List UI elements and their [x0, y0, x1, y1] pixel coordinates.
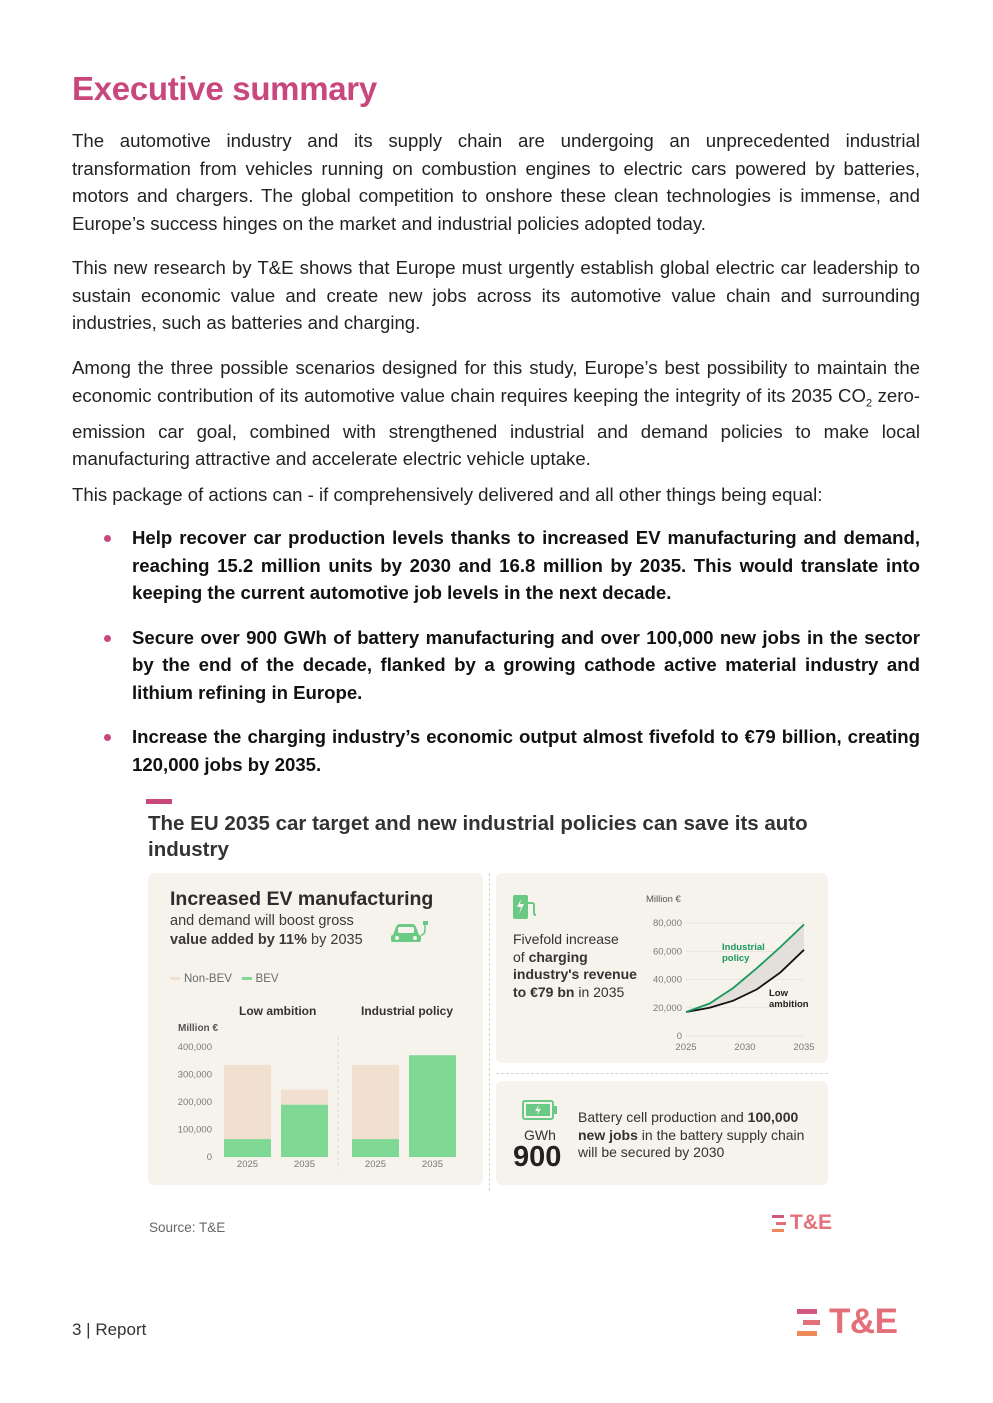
group-label-industrial-policy: Industrial policy [361, 1004, 454, 1018]
bullet-dot-icon [104, 734, 111, 741]
gva-panel-title: Increased EV manufacturing [170, 888, 434, 910]
y-tick-label: 40,000 [652, 974, 682, 986]
gwh-unit: GWh [524, 1127, 556, 1143]
research-paragraph: This new research by T&E shows that Europe must urgently establish global electric car leadership to sustain economic value and create new jobs across its automotive value chain and surrounding industries, such as batteries and charging. [72, 257, 920, 333]
key-findings-list [72, 524, 920, 795]
y-tick-label: 300,000 [177, 1069, 212, 1081]
gva-bar-chart [150, 1035, 480, 1175]
page-footer-label: 3 | Report [72, 1320, 147, 1339]
x-tick-label: 2025 [236, 1159, 259, 1170]
charging-line-chart [630, 910, 825, 1060]
logo-stripes-icon [772, 1215, 788, 1232]
list-item: Secure over 900 GWh of battery manufacturing and over 100,000 new jobs in the sector by the end of the decade, flanked by a growing cathode active material industry and lithium refining in Europe. [72, 624, 920, 707]
bar-bev [281, 1105, 328, 1157]
bar-chart-legend: Non-BEV BEV [170, 973, 279, 985]
y-tick-label: 80,000 [652, 918, 682, 929]
figure-title: The EU 2035 car target and new industrial policies can save its auto industry [148, 812, 808, 861]
low-ambition-label-line2: ambition [769, 999, 809, 1010]
bar-non-bev [352, 1065, 399, 1139]
x-tick-label: 2025 [675, 1042, 697, 1053]
x-tick-label: 2030 [734, 1042, 756, 1053]
y-tick-label: 0 [676, 1031, 682, 1042]
panel-divider-vertical [489, 873, 490, 1191]
y-tick-label: 20,000 [652, 1002, 682, 1014]
y-tick-label: 60,000 [652, 946, 682, 958]
low-ambition-label-line1: Low [769, 988, 788, 999]
charging-revenue-text: Fivefold increase of charging industry's revenue to €79 bn in 2035 [513, 931, 637, 1000]
group-label-low-ambition: Low ambition [239, 1004, 317, 1018]
x-tick-label: 2035 [293, 1159, 316, 1170]
bar-bev [409, 1055, 456, 1157]
list-item: Help recover car production levels thanks to increased EV manufacturing and demand, reaching 15.2 million units by 2030 and 16.8 million by 2035. This would translate into keeping the current automotive job levels in the next decade. [72, 524, 920, 607]
industrial-policy-label-line2: policy [722, 953, 750, 964]
bar-non-bev [224, 1065, 271, 1139]
panel-divider-horizontal [496, 1073, 828, 1074]
gva-panel-subtitle: and demand will boost gross value added by 11% by 2035 [170, 913, 363, 948]
bullet-dot-icon [104, 535, 111, 542]
page-heading: Executive summary [72, 70, 377, 107]
bar-chart-unit: Million € [178, 1023, 218, 1034]
industrial-policy-label-line1: Industrial [722, 942, 765, 953]
gwh-value: 900 [513, 1141, 562, 1173]
y-tick-label: 0 [206, 1152, 212, 1163]
y-tick-label: 400,000 [177, 1042, 212, 1053]
electric-car-icon [388, 915, 430, 947]
y-tick-label: 200,000 [177, 1097, 212, 1108]
bar-bev [352, 1139, 399, 1157]
battery-icon [522, 1099, 558, 1121]
y-tick-label: 100,000 [177, 1124, 212, 1136]
logo-stripes-icon [797, 1309, 823, 1337]
bar-non-bev [281, 1090, 328, 1105]
x-tick-label: 2035 [421, 1159, 444, 1170]
charging-station-icon [511, 893, 539, 921]
x-tick-label: 2035 [793, 1042, 815, 1053]
figure-source: Source: T&E [149, 1220, 226, 1235]
battery-jobs-text: Battery cell production and 100,000 new jobs in the battery supply chain will be secured by 2030 [578, 1109, 805, 1160]
intro-paragraph: The automotive industry and its supply chain are undergoing an unprecedented industrial transformation from vehicles running on combustion engines to electric cars powered by batteries, motors and chargers. The global competition to onshore these clean technologies is immense, and Europe’s success hinges on the market and industrial policies adopted today. [72, 130, 920, 234]
line-chart-unit: Million € [646, 894, 681, 905]
bar-bev [224, 1139, 271, 1157]
list-item: Increase the charging industry’s economic output almost fivefold to €79 billion, creating 120,000 jobs by 2035. [72, 723, 920, 778]
scenarios-paragraph: Among the three possible scenarios designed for this study, Europe’s best possibility to maintain the economic contribution of its automotive value chain requires keeping the integrity of its 2035 $CO_2$ zero-emission car goal, combined with strengthened industrial and demand policies to make local manufacturing attractive and accelerate electric vehicle uptake. [72, 357, 920, 470]
bullet-dot-icon [104, 635, 111, 642]
figure-accent-bar [146, 799, 172, 804]
actions-intro-paragraph: This package of actions can - if comprehensively delivered and all other things being equal: [72, 484, 823, 505]
x-tick-label: 2025 [364, 1159, 387, 1170]
